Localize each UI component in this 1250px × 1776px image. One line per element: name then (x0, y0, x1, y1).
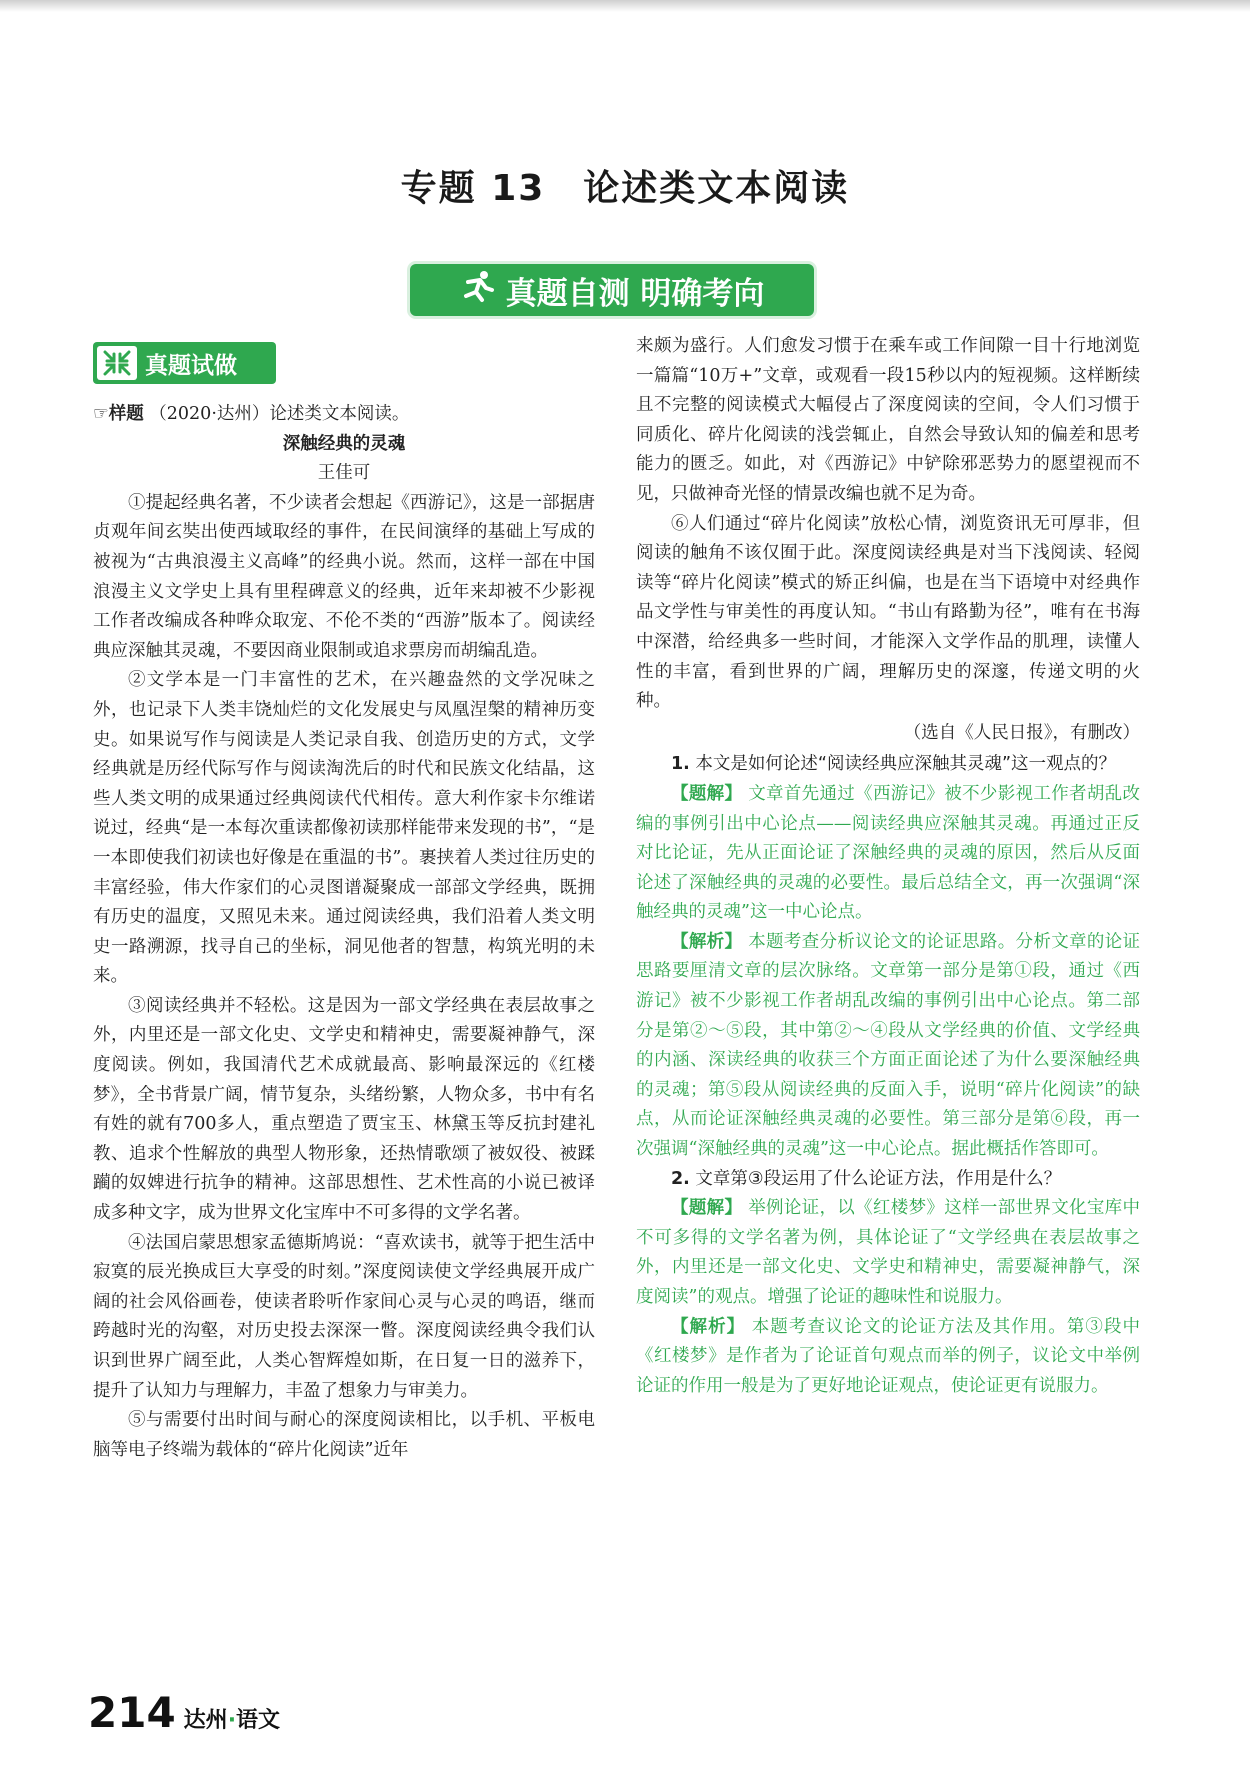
paragraph-6: ⑥人们通过“碎片化阅读”放松心情，浏览资讯无可厚非，但阅读的触角不该仅囿于此。深度阅读经典是对当下浅阅读、轻阅读等“碎片化阅读”模式的矫正纠偏，也是在当下语境中对经典作品文学性与审美性的再度认知。“书山有路勤为径”，唯有在书海中深潜，给经典多一些时间，才能深入文学作品的肌理，读懂人性的丰富，看到世界的广阔，理解历史的深邃，传递文明的火种。 (636, 513, 1140, 712)
answer-label: 【题解】 (671, 783, 743, 804)
answer-label: 【解析】 (671, 931, 743, 952)
question-1-number: 1. (671, 754, 690, 775)
page-number: 214 (88, 1688, 176, 1737)
right-column (636, 332, 1140, 1401)
arrows-inward-icon (97, 346, 137, 380)
answer-label: 【解析】 (671, 1316, 746, 1337)
answer-1-analysis (636, 928, 1140, 1165)
page-footer (88, 1688, 280, 1737)
question-1 (636, 750, 1140, 780)
answer-2-explanation (636, 1194, 1140, 1312)
answer-text: 本题考查分析议论文的论证思路。分析文章的论证思路要厘清文章的层次脉络。文章第一部分是第①段，通过《西游记》被不少影视工作者胡乱改编的事例引出中心论点。第二部分是第②～⑤段，其中第②～④段从文学经典的价值、文学经典的内涵、深读经典的收获三个方面正面论述了为什么要深触经典的灵魂；第⑤段从阅读经典的反面入手，说明“碎片化阅读”的缺点，从而论证深触经典灵魂的必要性。第三部分是第⑥段，再一次强调“深触经典的灵魂”这一中心论点。据此概括作答即可。 (636, 931, 1140, 1160)
article-title: 深触经典的灵魂 (282, 433, 406, 454)
left-column (93, 400, 595, 1465)
paragraph-5-start: ⑤与需要付出时间与耐心的深度阅读相比，以手机、平板电脑等电子终端为载体的“碎片化阅读”近年 (93, 1410, 595, 1460)
question-2 (636, 1165, 1140, 1195)
article-source: （选自《人民日报》，有删改） (903, 722, 1140, 743)
footer-city: 达州 (183, 1708, 228, 1733)
footer-subject: 语文 (236, 1708, 281, 1733)
runner-icon (460, 268, 496, 312)
question-2-number: 2. (671, 1168, 690, 1189)
page-title: 专题 13 论述类文本阅读 (400, 168, 850, 209)
answer-text: 本题考查议论文的论证方法及其作用。第③段中《红楼梦》是作者为了论证首句观点而举的例子，议论文中举例论证的作用一般是为了更好地论证观点，使论证更有说服力。 (636, 1316, 1141, 1396)
section-banner (410, 264, 814, 316)
answer-text: 文章首先通过《西游记》被不少影视工作者胡乱改编的事例引出中心论点——阅读经典应深触其灵魂。再通过正反对比论证，先从正面论证了深触经典的灵魂的原因，然后从反面论述了深触经典的灵魂的必要性。最后总结全文，再一次强调“深触经典的灵魂”这一中心论点。 (636, 783, 1140, 923)
footer-separator: · (227, 1708, 237, 1733)
paragraph-4: ④法国启蒙思想家孟德斯鸠说：“喜欢读书，就等于把生活中寂寞的辰光换成巨大享受的时刻。”深度阅读使文学经典展开成广阔的社会风俗画卷，使读者聆听作家间心灵与心灵的鸣语，继而跨越时光的沟壑，对历史投去深深一瞥。深度阅读经典令我们认识到世界广阔至此，人类心智辉煌如斯，在日复一日的滋养下，提升了认知力与理解力，丰盈了想象力与审美力。 (93, 1232, 595, 1401)
footer-label (184, 1703, 280, 1734)
sample-tag: ☞样题 (93, 404, 144, 424)
section-badge (93, 342, 276, 384)
paragraph-5-end: 来颇为盛行。人们愈发习惯于在乘车或工作间隙一目十行地浏览一篇篇“10万+”文章，或观看一段15秒以内的短视频。这样断续且不完整的阅读模式大幅侵占了深度阅读的空间，令人们习惯于同质化、碎片化阅读的浅尝辄止，自然会导致认知的偏差和思考能力的匮乏。如此，对《西游记》中铲除邪恶势力的愿望视而不见，只做神奇光怪的情景改编也就不足为奇。 (636, 336, 1140, 504)
sample-source: （2020·达州）论述类文本阅读。 (149, 404, 410, 424)
page-top-shadow (0, 0, 1250, 12)
answer-2-analysis (636, 1313, 1140, 1402)
answer-1-explanation (636, 780, 1140, 928)
question-2-text: 文章第③段运用了什么论证方法，作用是什么？ (695, 1168, 1062, 1189)
paragraph-2: ②文学本是一门丰富性的艺术，在兴趣盎然的文学况味之外，也记录下人类丰饶灿烂的文化发展史与凤凰涅槃的精神历变史。如果说写作与阅读是人类记录自我、创造历史的方式，文学经典就是历经代际写作与阅读淘洗后的时代和民族文化结晶，这些人类文明的成果通过经典阅读代代相传。意大利作家卡尔维诺说过，经典“是一本每次重读都像初读那样能带来发现的书”，“是一本即使我们初读也好像是在重温的书”。裹挟着人类过往历史的丰富经验，伟大作家们的心灵图谱凝聚成一部部文学经典，既拥有历史的温度，又照见未来。通过阅读经典，我们沿着人类文明史一路溯源，找寻自己的坐标，洞见他者的智慧，构筑光明的未来。 (93, 670, 595, 987)
paragraph-3: ③阅读经典并不轻松。这是因为一部文学经典在表层故事之外，内里还是一部文化史、文学史和精神史，需要凝神静气，深度阅读。例如，我国清代艺术成就最高、影响最深远的《红楼梦》，全书背景广阔，情节复杂，头绪纷繁，人物众多，书中有名有姓的就有700多人，重点塑造了贾宝玉、林黛玉等反抗封建礼教、追求个性解放的典型人物形象，还热情歌颂了被奴役、被蹂躏的奴婢进行抗争的精神。这部思想性、艺术性高的小说已被译成多种文字，成为世界文化宝库中不可多得的文学名著。 (93, 995, 595, 1224)
paragraph-1: ①提起经典名著，不少读者会想起《西游记》，这是一部据唐贞观年间玄奘出使西域取经的事件，在民间演绎的基础上写成的被视为“古典浪漫主义高峰”的经典小说。然而，这样一部在中国浪漫主义文学史上具有里程碑意义的经典，近年来却被不少影视工作者改编成各种哗众取宠、不伦不类的“西游”版本了。阅读经典应深触其灵魂，不要因商业限制或追求票房而胡编乱造。 (93, 492, 595, 661)
badge-text: 真题试做 (145, 352, 237, 379)
article-author: 王佳可 (317, 463, 371, 484)
banner-text: 真题自测 明确考向 (505, 275, 765, 312)
answer-label: 【题解】 (671, 1198, 743, 1219)
answer-text: 举例论证，以《红楼梦》这样一部世界文化宝库中不可多得的文学名著为例，具体论证了“文学经典在表层故事之外，内里还是一部文化史、文学史和精神史，需要凝神静气，深度阅读”的观点。增强了论证的趣味性和说服力。 (636, 1198, 1140, 1307)
sample-line (93, 400, 595, 430)
question-1-text: 本文是如何论述“阅读经典应深触其灵魂”这一观点的？ (695, 754, 1117, 775)
